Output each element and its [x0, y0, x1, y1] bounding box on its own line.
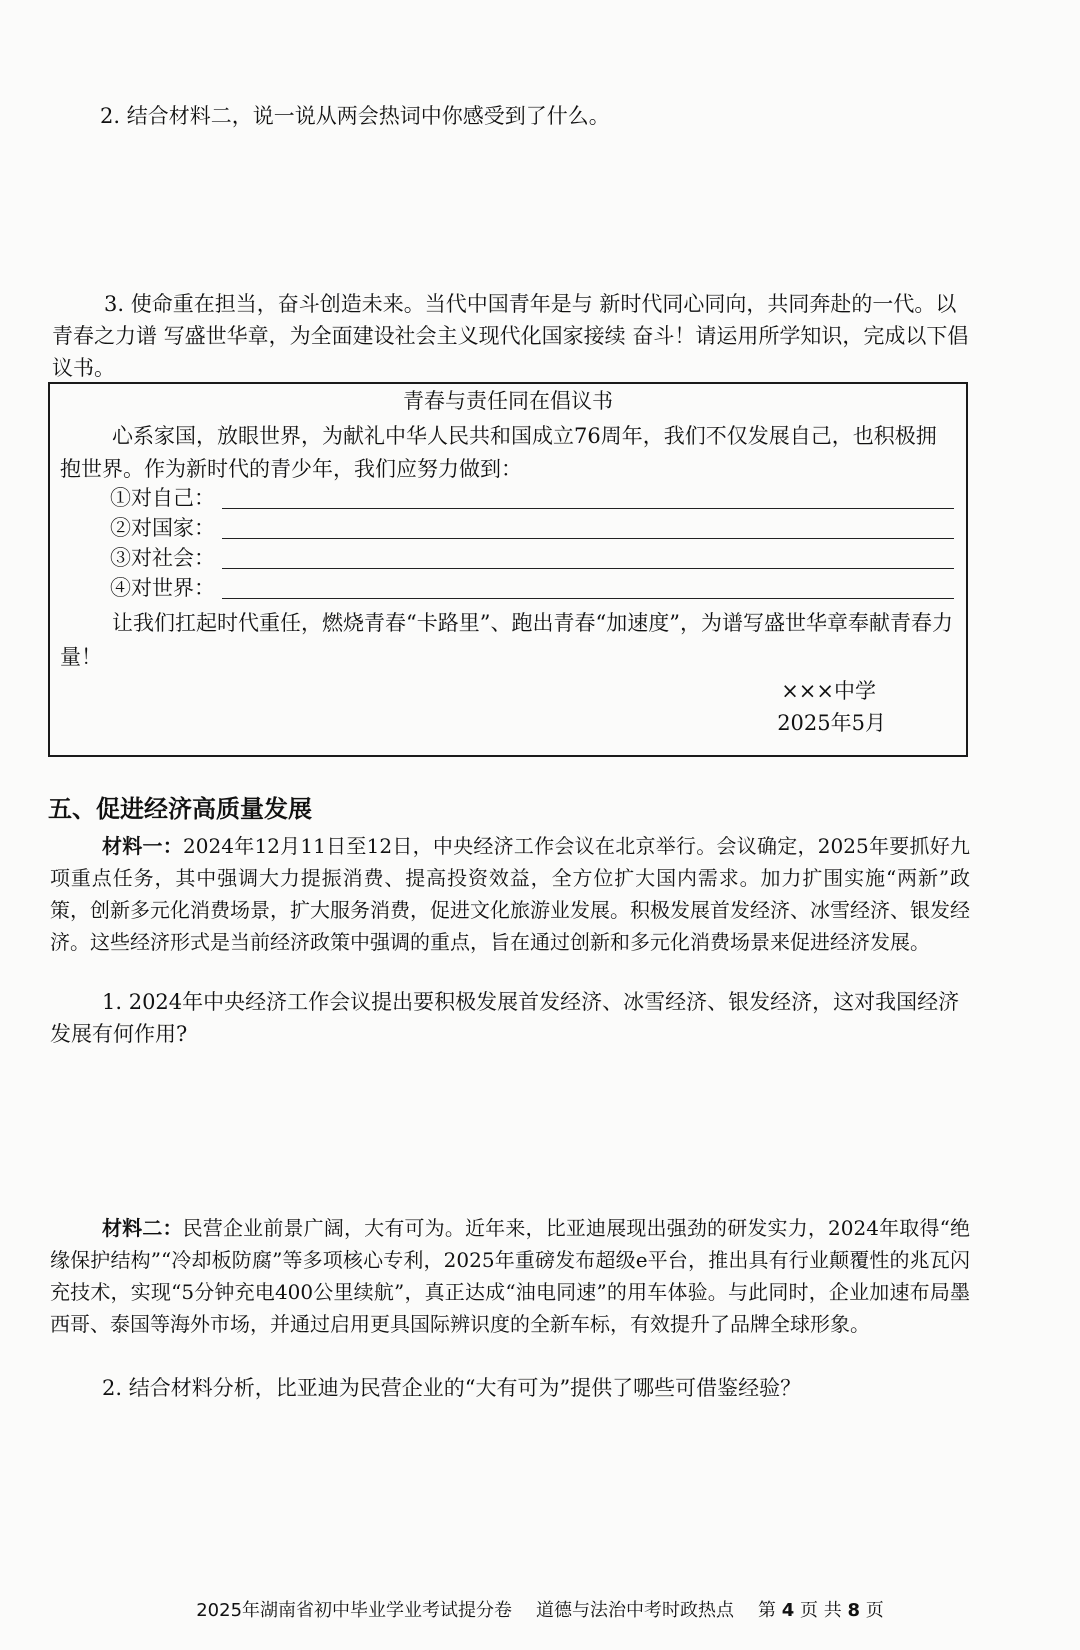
answer-line[interactable]	[222, 598, 954, 599]
answer-line[interactable]	[222, 538, 954, 539]
question-part4-3-text: 3. 使命重在担当，奋斗创造未来。当代中国青年是与 新时代同心同向，共同奔赴的一代。以青春之力谱 写盛世华章，为全面建设社会主义现代化国家接续 奋斗！请运用所学知识，完成以下倡议书。	[52, 292, 969, 380]
section-heading: 五、促进经济高质量发展	[48, 795, 312, 823]
proposal-date: 2025年5月	[777, 711, 886, 735]
page-footer	[0, 1598, 1080, 1624]
material-2-text: 民营企业前景广阔，大有可为。近年来，比亚迪展现出强劲的研发实力，2024年取得“绝缘保护结构”“冷却板防腐”等多项核心专利，2025年重磅发布超级e平台，推出具有行业颠覆性的兆瓦闪充技术，实现“5分钟充电400公里续航”，真正达成“油电同速”的用车体验。与此同时，企业加速布局墨西哥、泰国等海外市场，并通过启用更具国际辨识度的全新车标，有效提升了品牌全球形象。	[50, 1216, 970, 1336]
proposal-item-label: ②对国家：	[110, 516, 215, 540]
footer-subject: 道德与法治中考时政热点	[536, 1600, 735, 1621]
footer-total-pages: 8	[847, 1600, 861, 1621]
material-2-label: 材料二：	[102, 1216, 183, 1240]
footer-page-mid: 页 共	[800, 1600, 842, 1621]
proposal-item-label: ③对社会：	[110, 546, 215, 570]
question-part4-2: 2. 结合材料二，说一说从两会热词中你感受到了什么。	[100, 104, 610, 128]
footer-exam-title: 2025年湖南省初中毕业学业考试提分卷	[196, 1600, 513, 1621]
proposal-item-world	[110, 574, 954, 602]
proposal-item-society	[110, 544, 954, 572]
material-1-label: 材料一：	[102, 834, 184, 858]
footer-page-prefix: 第	[758, 1600, 777, 1621]
proposal-box	[48, 382, 968, 757]
question-part5-2: 2. 结合材料分析，比亚迪为民营企业的“大有可为”提供了哪些可借鉴经验？	[102, 1376, 802, 1400]
material-1-text: 2024年12月11日至12日，中央经济工作会议在北京举行。会议确定，2025年要抓好九项重点任务，其中强调大力提振消费、提高投资效益，全方位扩大国内需求。加力扩围实施“两新”政策，创新多元化消费场景，扩大服务消费，促进文化旅游业发展。积极发展首发经济、冰雪经济、银发经济。这些经济形式是当前经济政策中强调的重点，旨在通过创新和多元化消费场景来促进经济发展。	[50, 834, 970, 954]
footer-page-number: 4	[781, 1600, 795, 1621]
question-part5-1: 1. 2024年中央经济工作会议提出要积极发展首发经济、冰雪经济、银发经济，这对我国经济发展有何作用?	[50, 990, 960, 1046]
proposal-item-label: ①对自己：	[110, 486, 215, 510]
material-1	[50, 830, 970, 958]
proposal-item-country	[110, 514, 954, 542]
proposal-item-self	[110, 484, 954, 512]
material-2	[50, 1212, 970, 1340]
answer-line[interactable]	[222, 508, 954, 509]
footer-page-suffix: 页	[865, 1600, 884, 1621]
proposal-item-label: ④对世界：	[110, 576, 215, 600]
proposal-title: 青春与责任同在倡议书	[403, 389, 613, 413]
proposal-intro: 心系家国，放眼世界，为献礼中华人民共和国成立76周年，我们不仅发展自己，也积极拥抱世界。作为新时代的青少年，我们应努力做到：	[60, 424, 937, 481]
proposal-closing: 让我们扛起时代重任，燃烧青春“卡路里”、跑出青春“加速度”，为谱写盛世华章奉献青春力量！	[60, 611, 953, 669]
question-part4-3	[52, 288, 972, 384]
answer-line[interactable]	[222, 568, 954, 569]
proposal-signer: ×××中学	[781, 679, 876, 703]
